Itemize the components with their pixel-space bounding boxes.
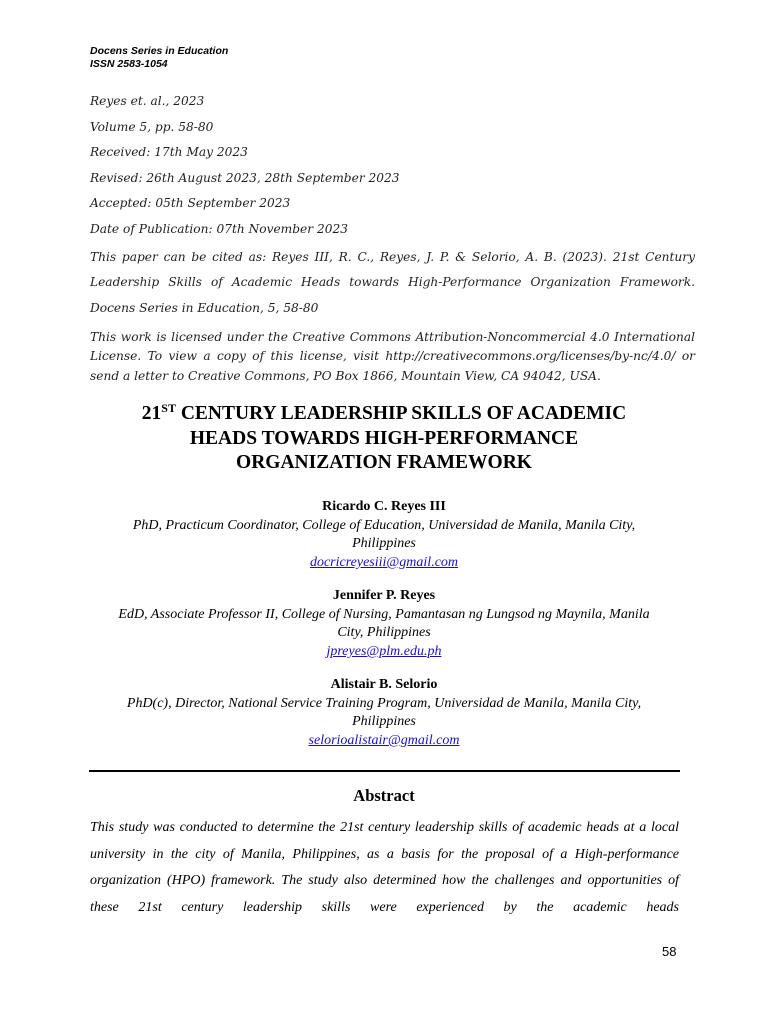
paper-title xyxy=(90,402,678,476)
title-line-3: ORGANIZATION FRAMEWORK xyxy=(236,452,532,473)
accepted-date: Accepted: 05th September 2023 xyxy=(90,196,291,211)
abstract-heading: Abstract xyxy=(353,786,415,805)
author-block xyxy=(90,498,678,572)
article-metadata xyxy=(90,91,695,386)
received-date: Received: 17th May 2023 xyxy=(90,145,248,160)
license-text: This work is licensed under the Creative Commons Attribution-Noncommercial 4.0 International License. To view a copy of this license, visit http://creativecommons.org/licenses/by-nc/4.0/ or send a letter to Creative Commons, PO Box 1866, Mountain View, CA 94042, USA. xyxy=(90,329,695,383)
author-block xyxy=(90,587,678,661)
authors-year: Reyes et. al., 2023 xyxy=(90,94,205,108)
author-affiliation: EdD, Associate Professor II, College of Nursing, Pamantasan ng Lungsod ng Maynila, Manila xyxy=(118,607,650,622)
author-email-link[interactable]: selorioalistair@gmail.com xyxy=(308,733,460,748)
page-number: 58 xyxy=(662,944,677,959)
journal-issn: ISSN 2583-1054 xyxy=(90,57,168,70)
revised-date: Revised: 26th August 2023, 28th September 2023 xyxy=(90,170,400,185)
author-email-link[interactable]: docricreyesiii@gmail.com xyxy=(309,555,459,570)
title-line-1-text: CENTURY LEADERSHIP SKILLS OF ACADEMIC xyxy=(175,403,627,424)
author-affiliation: PhD, Practicum Coordinator, College of Education, Universidad de Manila, Manila City, xyxy=(132,518,636,533)
publication-date: Date of Publication: 07th November 2023 xyxy=(90,221,348,236)
abstract-text: This study was conducted to determine the 21st century leadership skills of academic heads at a local university in the city of Manila, Philippines, as a basis for the proposal of a High-performance organization (HPO) framework. The study also determined how the challenges and opportunities of these 21st century leadership skills were experienced by the academic heads xyxy=(90,820,679,915)
volume-pages: Volume 5, pp. 58-80 xyxy=(90,119,214,134)
author-email-link[interactable]: jpreyes@plm.edu.ph xyxy=(326,644,442,659)
author-affiliation-cont: City, Philippines xyxy=(337,625,431,640)
citation-text: This paper can be cited as: Reyes III, R. C., Reyes, J. P. & Selorio, A. B. (2023). 21st Century Leadership Skills of Academic Heads towards High-Performance Organization Framework. Docens Series in Education, 5, 58-80 xyxy=(90,249,695,315)
author-affiliation: PhD(c), Director, National Service Training Program, Universidad de Manila, Manila City, xyxy=(126,696,642,711)
title-number: 21 xyxy=(141,403,162,424)
section-divider xyxy=(89,770,680,772)
title-superscript: ST xyxy=(161,401,176,415)
journal-header xyxy=(90,45,228,70)
author-name: Ricardo C. Reyes III xyxy=(322,499,446,514)
author-name: Jennifer P. Reyes xyxy=(332,588,436,603)
journal-series-name: Docens Series in Education xyxy=(90,45,229,57)
title-line-1 xyxy=(90,402,678,427)
author-block xyxy=(90,676,678,750)
author-affiliation-cont: Philippines xyxy=(352,536,416,551)
author-affiliation-cont: Philippines xyxy=(352,714,416,729)
title-line-2: HEADS TOWARDS HIGH-PERFORMANCE xyxy=(189,427,579,449)
author-name: Alistair B. Selorio xyxy=(330,677,438,692)
